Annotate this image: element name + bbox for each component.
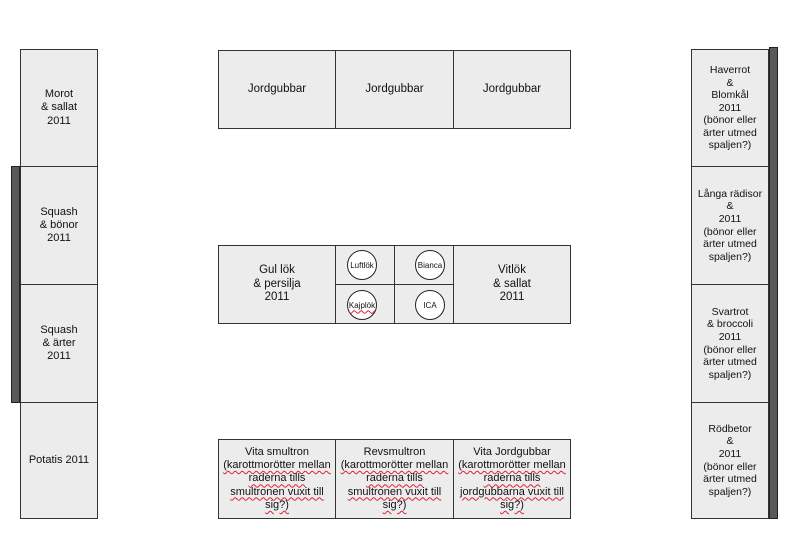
left-bed-3 (20, 284, 98, 403)
middle-bed-left-label: Gul lök & persilja 2011 (253, 263, 301, 304)
onion-circle-1-label: Luftlök (350, 260, 374, 270)
bottom-bed-2-note: (karottmorötter mellan raderna tills smultronen vuxit till sig?) (340, 459, 449, 511)
bottom-bed-2 (335, 439, 454, 519)
left-bed-4 (20, 402, 98, 519)
left-bed-1-label: Morot & sallat 2011 (40, 88, 78, 127)
middle-bed-right-label: Vitlök & sallat 2011 (493, 263, 531, 304)
bottom-bed-1 (218, 439, 336, 519)
onion-circle-4 (415, 290, 445, 320)
left-bed-1 (20, 49, 98, 167)
right-bed-1 (691, 49, 769, 167)
bottom-bed-1-note: (karottmorötter mellan raderna tills smultronen vuxit till sig?) (223, 459, 331, 511)
top-bed-2 (335, 50, 454, 129)
right-bed-3 (691, 284, 769, 403)
onion-circle-1 (347, 250, 377, 280)
onion-circle-3 (347, 290, 377, 320)
left-bed-2 (20, 166, 98, 285)
onion-circle-4-label: ICA (423, 300, 437, 310)
right-bed-1-label: Haverrot & Blomkål 2011 (bönor eller ärter utmed spaljen?) (703, 63, 757, 152)
bottom-bed-2-title: Revsmultron (363, 446, 426, 459)
top-bed-1 (218, 50, 336, 129)
top-bed-2-label: Jordgubbar (365, 82, 424, 95)
right-bed-3-label: Svartrot & broccoli 2011 (bönor eller ärter utmed spaljen?) (703, 305, 757, 381)
left-bed-4-label: Potatis 2011 (28, 453, 90, 466)
right-trellis (769, 47, 778, 519)
right-bed-4 (691, 402, 769, 519)
left-trellis (11, 166, 20, 403)
bottom-bed-1-title: Vita smultron (245, 446, 309, 459)
onion-circle-2-label: Bianca (417, 260, 443, 270)
middle-bed-left (218, 245, 336, 324)
top-bed-3-label: Jordgubbar (482, 82, 542, 95)
bottom-bed-3-note: (karottmorötter mellan raderna tills jordgubbarna vuxit till sig?) (458, 459, 566, 511)
top-bed-3 (453, 50, 571, 129)
left-bed-2-label: Squash & bönor 2011 (39, 205, 79, 245)
left-bed-3-label: Squash & ärter 2011 (40, 323, 78, 363)
right-bed-2 (691, 166, 769, 285)
middle-bed-right (453, 245, 571, 324)
right-bed-4-label: Rödbetor & 2011 (bönor eller ärter utmed spaljen?) (703, 422, 757, 498)
onion-circle-2 (415, 250, 445, 280)
bottom-bed-3 (453, 439, 571, 519)
top-bed-1-label: Jordgubbar (247, 82, 307, 95)
right-bed-2-label: Långa rädisor & 2011 (bönor eller ärter utmed spaljen?) (697, 187, 763, 263)
bottom-bed-3-title: Vita Jordgubbar (473, 446, 551, 459)
onion-circle-3-label: Kajplök (348, 300, 376, 310)
